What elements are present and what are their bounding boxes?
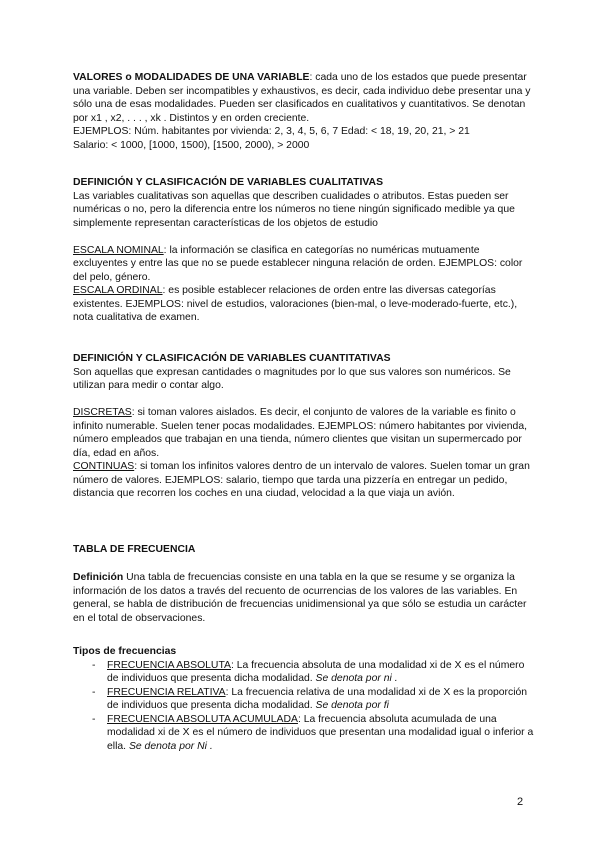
list-item [73,659,535,686]
definicion-label: Definición [73,572,124,583]
tabla-heading: TABLA DE FRECUENCIA [73,544,196,555]
frecuencia-absoluta-label: FRECUENCIA ABSOLUTA [107,659,231,671]
cualitativas-section [73,176,535,325]
tipos-section [73,645,535,753]
cualitativas-body: Las variables cualitativas son aquellas que describen cualidades o atributos. Estas pueden ser numéricas o no, pero la diferencia entre los números no tiene ningún significado medible ya que simplemente representan características de los objetos de estudio [73,190,515,229]
discretas-text: : si toman valores aislados. Es decir, el conjunto de valores de la variable es finito o infinito numerable. Suelen tener pocas modalidades. EJEMPLOS: número habitantes por vivienda, número empleados que trabajan en una tienda, número clientes que visitan un supermercado por día, edad en años. [73,407,527,459]
tabla-definicion-paragraph [73,571,535,625]
tabla-definicion-block [73,571,535,625]
frecuencia-absoluta-note: Se denota por ni . [315,673,398,684]
list-item [73,713,535,754]
escala-ordinal-text: : es posible establecer relaciones de orden entre las diversas categorías existentes. EJEMPLOS: nivel de estudios, valoraciones (bien-mal, o leve-moderado-fuerte, etc.), nota cualitativa de examen. [73,285,518,323]
valores-heading: VALORES o MODALIDADES DE UNA VARIABLE [73,72,310,83]
cuantitativas-heading: DEFINICIÓN Y CLASIFICACIÓN DE VARIABLES CUANTITATIVAS [73,353,391,364]
list-item [73,686,535,713]
frecuencia-relativa-note: Se denota por fi [315,700,389,711]
valores-body: : cada uno de los estados que puede presentar una variable. Deben ser incompatibles y exhaustivos, es decir, cada individuo debe presentar una y sólo una de esas modalidades. Pueden ser clasificados en cualitativos y cuantitativos. Se denotan por x1 , x2, . . . , xk . Distintos y en orden creciente. [73,72,531,124]
escala-nominal-text: : la información se clasifica en categorías no numéricas mutuamente excluyentes y entre las que no se puede establecer ninguna relación de orden. EJEMPLOS: color del pelo, género. [73,244,523,283]
dash-bullet: - [92,659,96,671]
discretas-label: DISCRETAS [73,407,132,418]
cuantitativas-section [73,352,535,501]
escala-nominal-paragraph [73,244,535,285]
escala-ordinal-label: ESCALA ORDINAL [73,285,163,296]
escala-nominal-label: ESCALA NOMINAL [73,244,164,256]
tipos-list [73,659,535,754]
tabla-heading-block [73,543,535,557]
discretas-paragraph [73,406,535,460]
cualitativas-heading: DEFINICIÓN Y CLASIFICACIÓN DE VARIABLES CUALITATIVAS [73,177,383,188]
valores-example-2: Salario: < 1000, [1000, 1500), [1500, 2000), > 2000 [73,139,310,151]
frecuencia-relativa-label: FRECUENCIA RELATIVA [107,686,226,698]
frecuencia-absoluta-acumulada-note: Se denota por Ni . [128,740,213,752]
valores-example-1: EJEMPLOS: Núm. habitantes por vivienda: 2, 3, 4, 5, 6, 7 Edad: < 18, 19, 20, 21, > 21 [73,126,470,137]
page-number: 2 [517,796,524,808]
definicion-text: Una tabla de frecuencias consiste en una tabla en la que se resume y se organiza la información de los datos a través del recuento de ocurrencias de los valores de las variables. En general, se habla de distribución de frecuencias unidimensional ya que sólo se estudia un carácter en el total de observaciones. [73,572,527,624]
continuas-text: : si toman los infinitos valores dentro de un intervalo de valores. Suelen tomar un gran número de valores. EJEMPLOS: salario, tiempo que tarda una pizzería en entregar un pedido, distancia que recorren los coches en una ciudad, velocidad a la que viaja un avión. [73,461,530,499]
frecuencia-absoluta-acumulada-label: FRECUENCIA ABSOLUTA ACUMULADA [107,713,298,725]
valores-paragraph [73,71,535,125]
continuas-label: CONTINUAS [73,461,135,472]
cuantitativas-body: Son aquellas que expresan cantidades o magnitudes por lo que sus valores son numéricos. Se utilizan para medir o contar algo. [73,366,511,391]
escala-ordinal-paragraph [73,284,535,325]
dash-bullet: - [92,713,96,725]
valores-section [73,71,535,152]
continuas-paragraph [73,460,535,501]
dash-bullet: - [92,686,96,698]
frecuencia-absoluta-acumulada-text: : La frecuencia absoluta acumulada de una modalidad xi de X es el número de individuos que presentan una modalidad igual o inferior a ella. [107,713,534,752]
tipos-heading: Tipos de frecuencias [73,646,177,657]
frecuencia-relativa-text: : La frecuencia relativa de una modalidad xi de X es la proporción de individuos que presenta dicha modalidad. [107,686,528,711]
frecuencia-absoluta-text: : La frecuencia absoluta de una modalidad xi de X es el número de individuos que presenta dicha modalidad. [107,659,525,684]
